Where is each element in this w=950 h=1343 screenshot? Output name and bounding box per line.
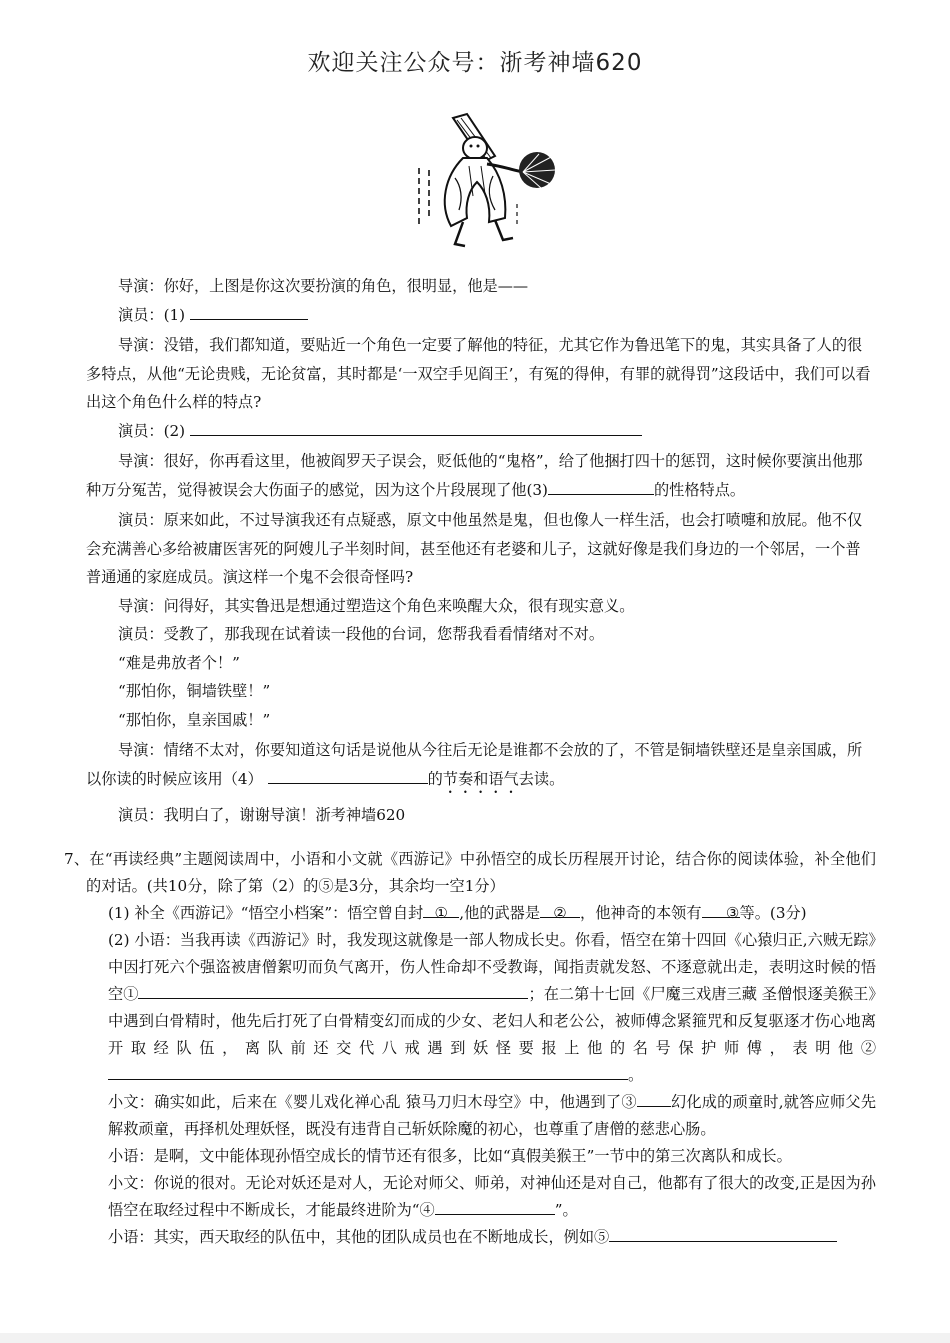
answer-blank-q3[interactable] — [702, 900, 740, 922]
question-part-6 — [86, 1224, 876, 1251]
dialogue-prefix: 演员：(2) — [118, 421, 186, 440]
quote-line: “那怕你，皇亲国戚！” — [118, 710, 271, 729]
question-part-2 — [86, 927, 876, 1089]
question-7 — [64, 846, 877, 1251]
question-text: 等。(3分) — [739, 904, 807, 922]
dialogue-line: 演员：受教了，那我现在试着读一段他的台词，您帮我看看情绪对不对。 — [118, 625, 604, 643]
question-text: 小文：确实如此，后来在《婴儿戏化禅心乱 猿马刀归木母空》中，他遇到了③ — [108, 1093, 637, 1111]
woodblock-figure-illustration — [405, 86, 575, 254]
question-stem: 7、在“再读经典”主题阅读周中，小语和小文就《西游记》中孙悟空的成长历程展开讨论，结合你的阅读体验，补全他们的对话。(共10分，除了第（2）的⑤是3分，其余均一空1分） — [64, 850, 876, 895]
answer-blank-3[interactable] — [548, 477, 654, 495]
dialogue-text: 导演：情绪不太对，你要知道这句话是说他从今往后无论是谁都不会放的了，不管是铜墙铁壁还是皇亲国戚，所以你读的时候应该用（4） — [86, 741, 863, 788]
dialogue-line — [86, 301, 871, 330]
answer-blank-q2[interactable] — [540, 900, 580, 922]
question-part-4: 小语：是啊，文中能体现孙悟空成长的情节还有很多，比如“真假美猴王”一节中的第三次离队和成长。 — [108, 1147, 792, 1165]
answer-blank-p6[interactable] — [609, 1224, 837, 1242]
dialogue-prefix: 演员：(1) — [118, 305, 186, 324]
answer-blank-4[interactable] — [268, 766, 428, 784]
emphasized-text: 节奏和语气 — [442, 769, 519, 788]
dialogue-text: 的 — [427, 769, 443, 788]
question-text: (2) 小语：当我再读《西游记》时，我发现这就像是一部人物成长史。你看，悟空在第十四回《心猿归正,六贼无踪》中因打死六个强盗被唐僧絮叨而负气离开，伤人性命却不受教诲，闻指责就发怒、不逐意就出走，表明这时候的悟空① — [108, 931, 876, 1003]
dialogue-text: 导演：很好，你再看这里，他被阎罗天子误会，贬低他的“鬼格”，给了他捆打四十的惩罚，这时候你要演出他那种万分冤苦，觉得被误会大伤面子的感觉，因为这个片段展现了他(3) — [86, 452, 863, 499]
question-part-5 — [86, 1170, 876, 1224]
question-text: 小文：你说的很对。无论对妖还是对人，无论对师父、师弟，对神仙还是对自己，他都有了很大的改变,正是因为孙悟空在取经过程中不断成长，才能最终进阶为“④ — [108, 1174, 876, 1219]
blank-marker: ① — [434, 904, 449, 922]
answer-blank-q1[interactable] — [423, 900, 459, 922]
dialogue-paragraph — [86, 447, 871, 504]
question-text: 幻化成的顽童时,就答应师父先解救顽童，再择机处理妖怪，既没有违背自己斩妖除魔的初心，也尊重了唐僧的慈悲心肠。 — [108, 1093, 877, 1138]
dialogue-paragraph: 导演：没错，我们都知道，要贴近一个角色一定要了解他的特征，尤其它作为鲁迅笔下的鬼，其实具备了人的很多特点，从他“无论贵贱，无论贫富，其时都是‘一双空手见阎王’，有冤的得伸，有罪的就得罚”这段话中，我们可以看出这个角色什么样的特点? — [86, 336, 871, 411]
dialogue-text: 去读。 — [518, 769, 565, 788]
figure-drawing — [405, 86, 575, 254]
question-text: ,他的武器是 — [459, 904, 541, 922]
blank-marker: ② — [553, 904, 567, 922]
dialogue-text: 的性格特点。 — [653, 480, 746, 499]
quote-line: “那怕你，铜墙铁壁！” — [118, 682, 271, 700]
question-text: ，他神奇的本领有 — [580, 904, 702, 922]
dialogue-paragraph: 演员：原来如此，不过导演我还有点疑惑，原文中他虽然是鬼，但也像人一样生活，也会打喷嚏和放屁。他不仅会充满善心多给被庸医害死的阿嫂儿子半刻时间，甚至他还有老婆和儿子，这就好像是我们身边的一个邻居，一个普普通通的家庭成员。演这样一个鬼不会很奇怪吗? — [86, 511, 863, 586]
blank-marker: ③ — [725, 904, 740, 922]
dialogue-paragraph — [86, 736, 871, 797]
answer-blank-p2-1[interactable] — [138, 981, 528, 999]
dialogue-line: 演员：我明白了，谢谢导演！浙考神墙620 — [118, 805, 406, 824]
dialogue-line: 导演：问得好，其实鲁迅是想通过塑造这个角色来唤醒大众，很有现实意义。 — [118, 596, 635, 615]
question-part-3 — [86, 1089, 876, 1143]
answer-blank-p3[interactable] — [637, 1089, 671, 1107]
answer-blank-2[interactable] — [190, 418, 642, 436]
answer-blank-p2-2[interactable] — [108, 1062, 628, 1080]
exam-body — [86, 272, 871, 829]
question-text: ”。 — [554, 1201, 578, 1219]
dialogue-line: 导演：你好，上图是你这次要扮演的角色，很明显，他是—— — [118, 277, 529, 295]
quote-line: “难是弗放者个！” — [118, 653, 240, 672]
page-bottom-strip — [0, 1333, 950, 1343]
question-text: 小语：其实，西天取经的队伍中，其他的团队成员也在不断地成长，例如⑤ — [108, 1228, 610, 1246]
page-header: 欢迎关注公众号：浙考神墙620 — [307, 50, 643, 76]
question-text: ；在二第十七回《尸魔三戏唐三藏 圣僧恨逐美猴王》中遇到白骨精时，他先后打死了白骨精变幻而成的少女、老妇人和老公公，被师傅念紧箍咒和反复驱逐才伤心地离开取经队伍，离队前还交代八戒遇到妖怪要报上他的名号保护师傅，表明他② — [108, 985, 877, 1057]
question-text: 。 — [628, 1066, 644, 1084]
dialogue-line — [86, 417, 871, 446]
question-text: (1) 补全《西游记》“悟空小档案”：悟空曾自封 — [108, 904, 424, 922]
question-part-1 — [86, 900, 876, 927]
answer-blank-1[interactable] — [190, 302, 308, 320]
answer-blank-p5[interactable] — [435, 1197, 555, 1215]
